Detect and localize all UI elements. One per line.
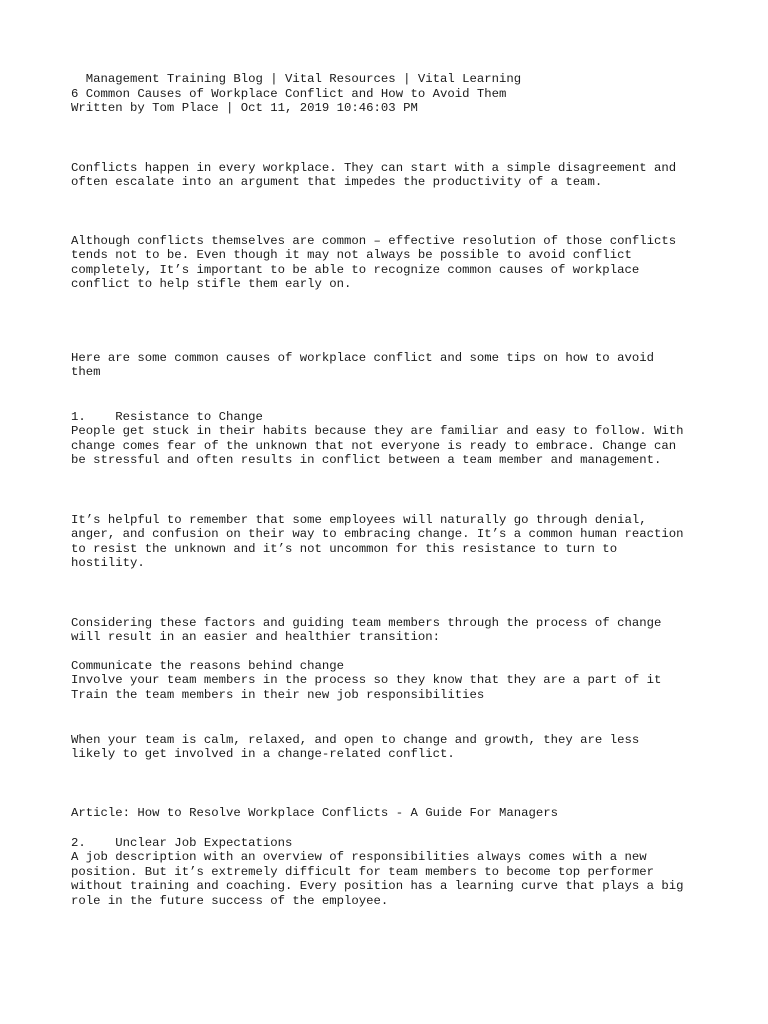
section-1-paragraph-1-line: be stressful and often results in conflict between a team member and management. — [71, 453, 662, 468]
intro-paragraph-2-line: conflict to help stifle them early on. — [71, 277, 352, 292]
section-1-paragraph-2-line: It’s helpful to remember that some employees will naturally go through denial, — [71, 512, 647, 527]
section-2-paragraph-1-line: position. But it’s extremely difficult for team members to become top performer — [71, 864, 654, 879]
section-1-paragraph-2-line: hostility. — [71, 556, 145, 571]
section-2-paragraph-1-line: A job description with an overview of responsibilities always comes with a new — [71, 850, 647, 865]
blog-title: Management Training Blog | Vital Resources | Vital Learning — [71, 72, 522, 86]
section-2-paragraph-1-line: without training and coaching. Every position has a learning curve that plays a big — [71, 879, 684, 894]
section-1-paragraph-4-line: When your team is calm, relaxed, and open to change and growth, they are less — [71, 732, 640, 747]
section-1-heading: 1. Resistance to Change — [71, 409, 263, 424]
intro-paragraph-2-line: Although conflicts themselves are common – effective resolution of those conflicts — [71, 233, 677, 248]
intro-paragraph-3-line: them — [71, 365, 101, 380]
section-1-paragraph-1-line: change comes fear of the unknown that not everyone is ready to embrace. Change can — [71, 438, 677, 453]
tip-list-item: Train the team members in their new job responsibilities — [71, 687, 485, 702]
section-2-heading: 2. Unclear Job Expectations — [71, 835, 293, 850]
tip-list-item: Communicate the reasons behind change — [71, 658, 345, 673]
section-1-paragraph-1-line: People get stuck in their habits because they are familiar and easy to follow. With — [71, 424, 684, 439]
section-1-paragraph-3-line: will result in an easier and healthier transition: — [71, 630, 440, 645]
intro-paragraph-3-line: Here are some common causes of workplace conflict and some tips on how to avoid — [71, 350, 654, 365]
article-title: 6 Common Causes of Workplace Conflict and How to Avoid Them — [71, 86, 507, 101]
section-1-paragraph-2-line: anger, and confusion on their way to embracing change. It’s a common human reaction — [71, 527, 684, 542]
tip-list-item: Involve your team members in the process so they know that they are a part of it — [71, 673, 662, 688]
section-1-paragraph-2-line: to resist the unknown and it’s not uncommon for this resistance to turn to — [71, 541, 618, 556]
byline: Written by Tom Place | Oct 11, 2019 10:46:03 PM — [71, 101, 418, 116]
intro-paragraph-1-line: often escalate into an argument that impedes the productivity of a team. — [71, 175, 603, 190]
section-1-paragraph-4-line: likely to get involved in a change-related conflict. — [71, 747, 455, 762]
intro-paragraph-1-line: Conflicts happen in every workplace. They can start with a simple disagreement and — [71, 160, 677, 175]
section-2-paragraph-1-line: role in the future success of the employee. — [71, 893, 389, 908]
intro-paragraph-2-line: tends not to be. Even though it may not always be possible to avoid conflict — [71, 248, 632, 263]
section-1-paragraph-3-line: Considering these factors and guiding team members through the process of change — [71, 615, 662, 630]
related-article-text: Article: How to Resolve Workplace Conflicts - A Guide For Managers — [71, 805, 559, 820]
intro-paragraph-2-line: completely, It’s important to be able to recognize common causes of workplace — [71, 262, 640, 277]
